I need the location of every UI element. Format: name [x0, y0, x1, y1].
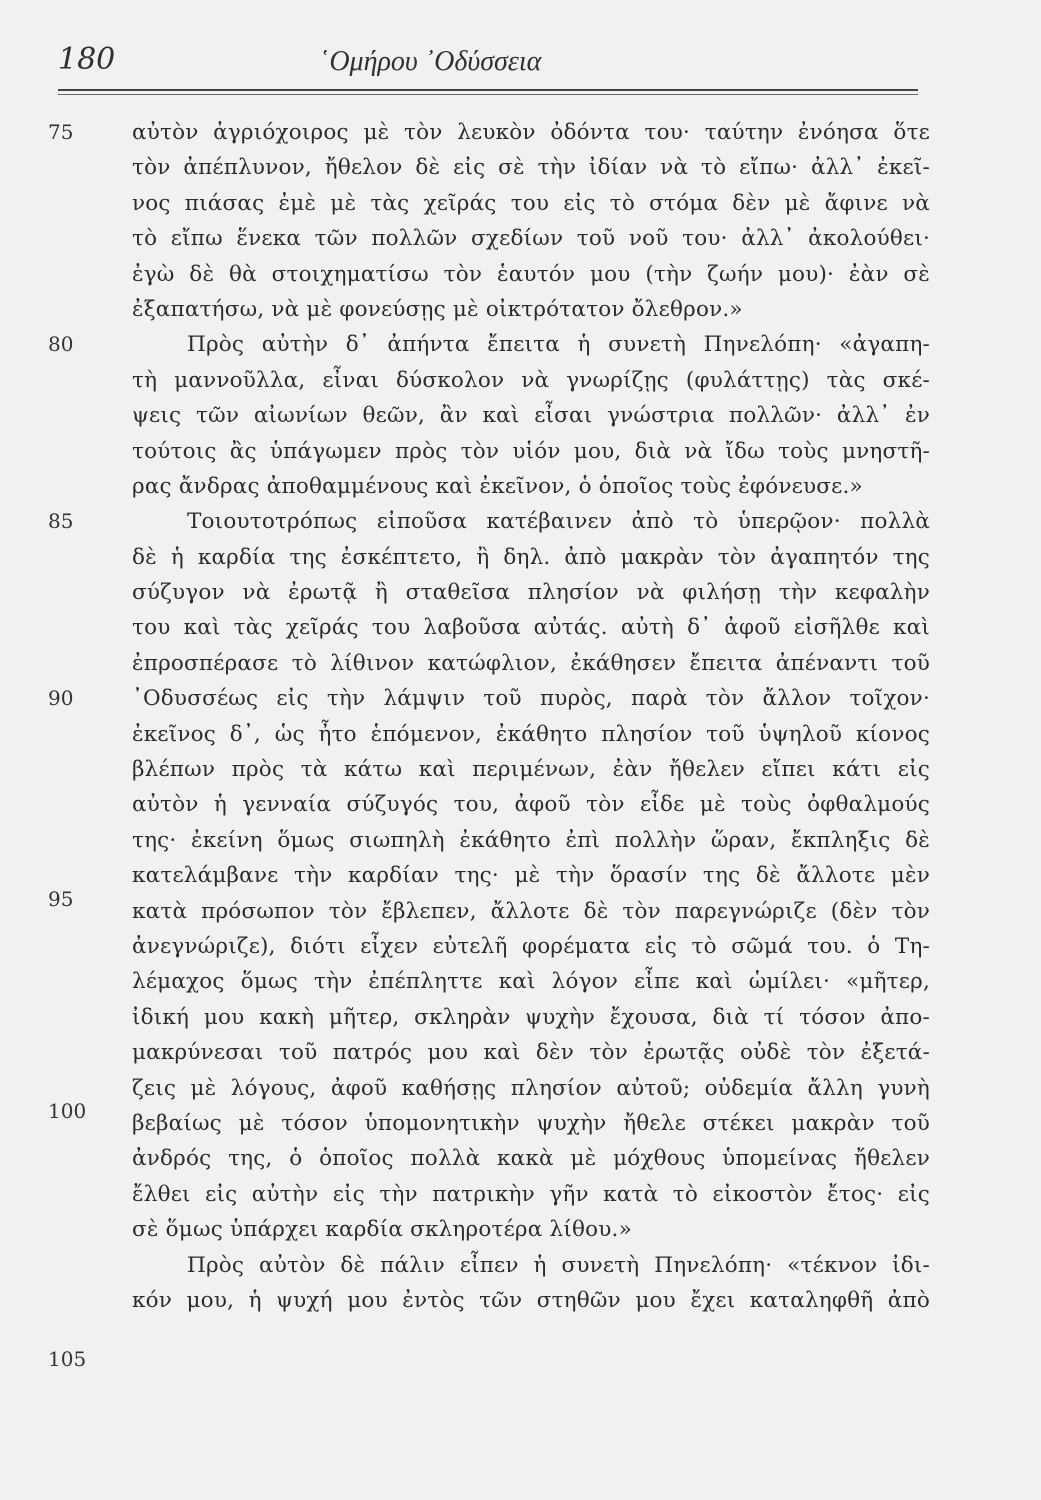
text-line: του καὶ τὰς χεῖράς του λαβοῦσα αὐτάς. αὐτὴ δ᾿ ἀφοῦ εἰσῆλθε καὶ	[132, 615, 930, 641]
text-line: ἀνδρός της, ὁ ὁποῖος πολλὰ κακὰ μὲ μόχθους ὑπομείνας ἤθελεν	[132, 1146, 930, 1172]
line-number: 95	[48, 887, 74, 911]
text-line: τὸ εἴπω ἕνεκα τῶν πολλῶν σχεδίων τοῦ νοῦ του· ἀλλ᾿ ἀκολούθει·	[132, 226, 930, 252]
header-rule-thin	[58, 94, 918, 95]
text-line: ἔλθει εἰς αὐτὴν εἰς τὴν πατρικὴν γῆν κατὰ τὸ εἰκοστὸν ἔτος· εἰς	[132, 1181, 930, 1207]
text-line: σὲ ὅμως ὑπάρχει καρδία σκληροτέρα λίθου.»	[132, 1217, 632, 1243]
text-line: ἐκεῖνος δ᾿, ὡς ἦτο ἑπόμενον, ἐκάθητο πλησίον τοῦ ὑψηλοῦ κίονος	[132, 721, 930, 747]
running-head	[58, 42, 918, 92]
text-line: ἐγὼ δὲ θὰ στοιχηματίσω τὸν ἑαυτόν μου (τὴν ζωήν μου)· ἐὰν σὲ	[132, 261, 930, 287]
text-line: κατελάμβανε τὴν καρδίαν της· μὲ τὴν ὅρασίν της δὲ ἄλλοτε μὲν	[132, 863, 930, 889]
line-number: 85	[48, 509, 74, 533]
text-line: Πρὸς αὐτὸν δὲ πάλιν εἶπεν ἡ συνετὴ Πηνελόπη· «τέκνον ἰδι-	[187, 1252, 930, 1278]
text-line: ἰδική μου κακὴ μῆτερ, σκληρὰν ψυχὴν ἔχουσα, διὰ τί τόσον ἀπο-	[132, 1004, 930, 1030]
line-number: 75	[48, 120, 74, 144]
text-line: κατὰ πρόσωπον τὸν ἔβλεπεν, ἄλλοτε δὲ τὸν παρεγνώριζε (δὲν τὸν	[132, 898, 930, 924]
text-line: κόν μου, ἡ ψυχή μου ἐντὸς τῶν στηθῶν μου ἔχει καταληφθῆ ἀπὸ	[132, 1287, 930, 1313]
body-text	[132, 115, 930, 1318]
page-number: 180	[58, 42, 116, 77]
text-line: ἐξαπατήσω, νὰ μὲ φονεύσῃς μὲ οἰκτρότατον ὄλεθρον.»	[132, 296, 743, 322]
text-line: ρας ἄνδρας ἀποθαμμένους καὶ ἐκεῖνον, ὁ ὁποῖος τοὺς ἐφόνευσε.»	[132, 473, 863, 499]
text-line: σύζυγον νὰ ἐρωτᾷ ἢ σταθεῖσα πλησίον νὰ φιλήσῃ τὴν κεφαλὴν	[132, 580, 930, 606]
text-line: ψεις τῶν αἰωνίων θεῶν, ἂν καὶ εἶσαι γνώστρια πολλῶν· ἀλλ᾿ ἐν	[132, 403, 930, 429]
text-line: ἀνεγνώριζε), διότι εἶχεν εὐτελῆ φορέματα εἰς τὸ σῶμά του. ὁ Τη-	[132, 933, 930, 959]
line-number: 100	[48, 1099, 87, 1123]
text-line: βλέπων πρὸς τὰ κάτω καὶ περιμένων, ἐὰν ἤθελεν εἴπει κάτι εἰς	[132, 757, 930, 783]
text-line: μακρύνεσαι τοῦ πατρός μου καὶ δὲν τὸν ἐρωτᾷς οὐδὲ τὸν ἐξετά-	[132, 1040, 930, 1066]
line-number: 90	[48, 686, 74, 710]
text-line: της· ἐκείνη ὅμως σιωπηλὴ ἐκάθητο ἐπὶ πολλὴν ὥραν, ἔκπληξις δὲ	[132, 827, 930, 853]
text-line: λέμαχος ὅμως τὴν ἐπέπληττε καὶ λόγον εἶπε καὶ ὡμίλει· «μῆτερ,	[132, 969, 930, 995]
text-line: ᾿Οδυσσέως εἰς τὴν λάμψιν τοῦ πυρὸς, παρὰ τὸν ἄλλον τοῖχον·	[132, 686, 930, 712]
text-line: ἐπροσπέρασε τὸ λίθινον κατώφλιον, ἐκάθησεν ἔπειτα ἀπέναντι τοῦ	[132, 650, 930, 676]
text-line: τὴ μαννοῦλλα, εἶναι δύσκολον νὰ γνωρίζῃς (φυλάττῃς) τὰς σκέ-	[132, 367, 930, 393]
header-rule	[58, 89, 918, 91]
text-line: Πρὸς αὐτὴν δ᾿ ἀπήντα ἔπειτα ἡ συνετὴ Πηνελόπη· «ἀγαπη-	[187, 332, 930, 358]
line-number: 80	[48, 332, 74, 356]
text-line: αὐτὸν ἡ γενναία σύζυγός του, ἀφοῦ τὸν εἶδε μὲ τοὺς ὀφθαλμούς	[132, 792, 930, 818]
text-line: τούτοις ἂς ὑπάγωμεν πρὸς τὸν υἱόν μου, διὰ νὰ ἴδω τοὺς μνηστῆ-	[132, 438, 930, 464]
line-number: 105	[48, 1347, 87, 1371]
text-line: τὸν ἀπέπλυνον, ἤθελον δὲ εἰς σὲ τὴν ἰδίαν νὰ τὸ εἴπω· ἀλλ᾿ ἐκεῖ-	[132, 155, 930, 181]
text-line: νος πιάσας ἐμὲ μὲ τὰς χεῖράς του εἰς τὸ στόμα δὲν μὲ ἄφινε νὰ	[132, 190, 930, 216]
text-line: Τοιουτοτρόπως εἰποῦσα κατέβαινεν ἀπὸ τὸ ὑπερῷον· πολλὰ	[187, 509, 930, 535]
text-line: αὐτὸν ἀγριόχοιρος μὲ τὸν λευκὸν ὀδόντα του· ταύτην ἐνόησα ὅτε	[132, 120, 930, 145]
text-line: ζεις μὲ λόγους, ἀφοῦ καθήσῃς πλησίον αὐτοῦ; οὐδεμία ἄλλη γυνὴ	[132, 1075, 930, 1101]
text-line: δὲ ἡ καρδία της ἐσκέπτετο, ἢ δηλ. ἀπὸ μακρὰν τὸν ἀγαπητόν της	[132, 544, 930, 570]
book-title: ῾Ομήρου ᾿Οδύσσεια	[320, 46, 542, 77]
text-line: βεβαίως μὲ τόσον ὑπομονητικὴν ψυχὴν ἤθελε στέκει μακρὰν τοῦ	[132, 1110, 930, 1136]
